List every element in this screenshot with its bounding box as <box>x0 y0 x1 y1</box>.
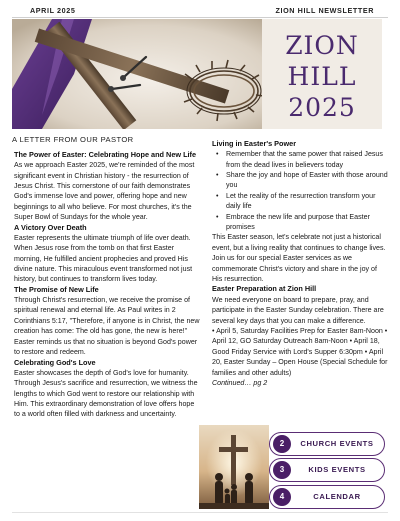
hero-title-line-3: 2025 <box>288 93 356 122</box>
bullet-list <box>216 149 388 232</box>
paragraph-promise: Through Christ's resurrection, we receive the promise of spiritual renewal and eternal life. As Paul writes in 2 Corinthians 5:17, "Therefore, if anyone is in Christ, the new creation has come: The old has gone, the new is here!" Easter reminds us that no situation is beyond God's power to restore and redeem. <box>14 296 200 357</box>
section-title: A LETTER FROM OUR PASTOR <box>12 135 134 144</box>
paragraph-easter-season: This Easter season, let's celebrate not just a historical event, but a living reality that continues to change lives. Join us for our special Easter services as we commemorate Christ's victory and share in the joy of His resurrection. <box>212 233 386 284</box>
issue-month: APRIL 2025 <box>30 6 76 15</box>
calendar-label: CALENDAR <box>313 492 361 501</box>
paragraph-love: Easter showcases the depth of God's love for humanity. Through Jesus's sacrifice and resurrection, we witness the lengths to which God went to restore our relationship with Him. This extraordinary demonstration of love offers hope to a world often filled with darkness and uncertainty. <box>14 368 198 419</box>
paragraph-intro: As we approach Easter 2025, we're reminded of the most significant event in Christian history - the resurrection of Jesus Christ. This cornerstone of our faith demonstrates God's immense love and power, offering hope and new beginnings to all who believe. For most churches, it's the Super Bowl of Sundays for the whole year. <box>14 161 195 222</box>
family-cross-image <box>199 425 269 509</box>
hero-title-line-1: ZION <box>285 31 359 60</box>
calendar-button[interactable] <box>269 485 385 509</box>
header-divider <box>12 17 388 18</box>
church-events-button[interactable] <box>269 432 385 456</box>
heading-celebrating-love: Celebrating God's Love <box>14 357 96 367</box>
cross-crown-of-thorns-image <box>12 19 262 129</box>
hero-title-line-2: HILL <box>287 62 357 91</box>
paragraph-preparation: We need everyone on board to prepare, pray, and participate in the Easter Sunday celebration. There are several key days that you can make a difference. <box>212 295 384 325</box>
kids-events-label: KIDS EVENTS <box>308 465 366 474</box>
paragraph-victory: Easter represents the ultimate triumph of life over death. When Jesus rose from the tomb on that first Easter morning, He fulfilled ancient prophecies and proved His divine nature. This miraculous event transformed not just history, but continues to transform lives today. <box>14 233 193 284</box>
page-number-badge: 3 <box>273 461 291 479</box>
footer-divider <box>12 512 388 513</box>
church-events-label: CHURCH EVENTS <box>300 439 374 448</box>
pastor-letter-column <box>14 135 200 420</box>
newsletter-name: ZION HILL NEWSLETTER <box>275 6 374 15</box>
hero-title-block <box>262 19 382 129</box>
list-item: • Share the joy and hope of Easter with those around you <box>216 170 388 191</box>
right-column <box>212 139 388 388</box>
page-number-badge: 4 <box>273 488 291 506</box>
list-item: • Let the reality of the resurrection transform your daily life <box>216 191 388 212</box>
paragraph-schedule: • April 5, Saturday Facilities Prep for Easter 8am-Noon • April 12, GO Saturday Outreach 8am-Noon • April 18, Good Friday Service with Lord's Supper 6:30pm • April 20, Easter Sunday – Open House (Special Schedule for families and other adults) <box>212 326 388 377</box>
heading-power-of-easter: The Power of Easter: Celebrating Hope and New Life <box>14 150 197 159</box>
heading-living-in-power: Living in Easter's Power <box>212 139 297 148</box>
heading-victory-over-death: A Victory Over Death <box>14 222 87 232</box>
list-item: • Embrace the new life and purpose that Easter promises <box>216 212 388 233</box>
hero-banner <box>12 19 382 129</box>
kids-events-button[interactable] <box>269 458 385 482</box>
heading-easter-preparation: Easter Preparation at Zion Hill <box>212 284 317 294</box>
continued-note: Continued… pg 2 <box>212 378 268 387</box>
list-item: • Remember that the same power that raised Jesus from the dead lives in believers today <box>216 149 388 170</box>
heading-promise-new-life: The Promise of New Life <box>14 284 99 294</box>
page-number-badge: 2 <box>273 435 291 453</box>
